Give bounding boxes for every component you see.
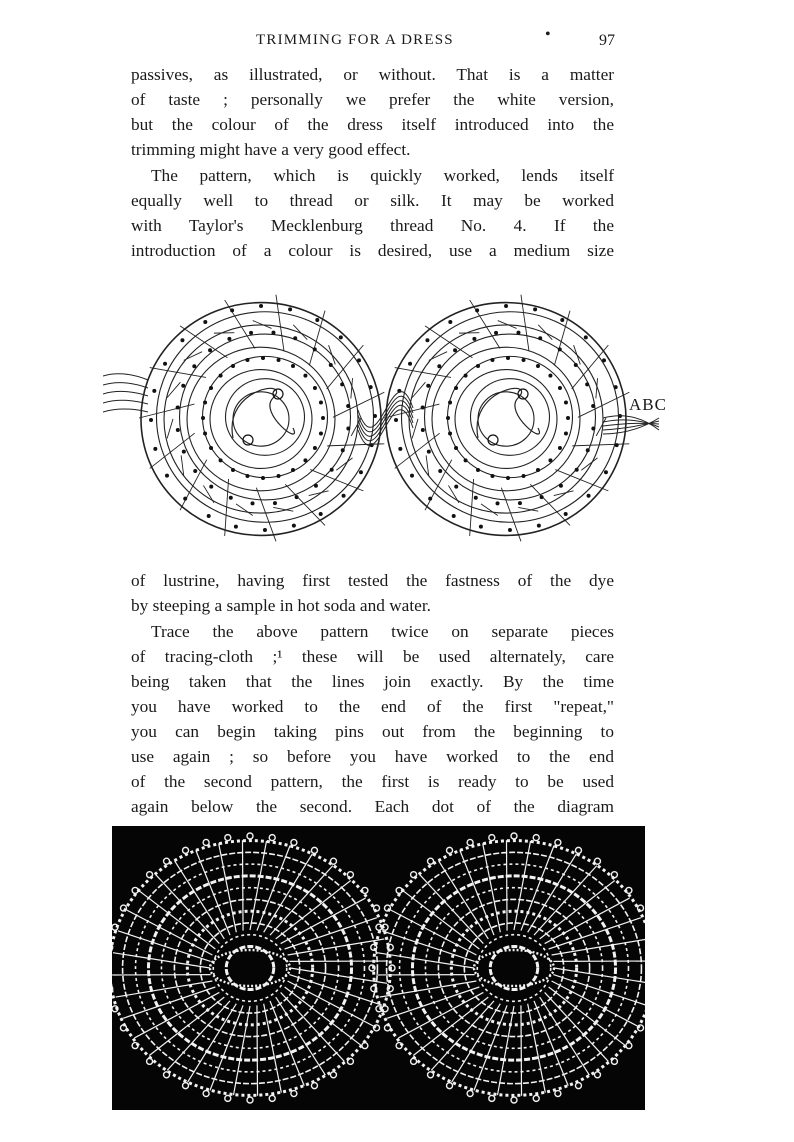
text-line: passives, as illustrated, or without. That is a matter xyxy=(131,65,614,84)
pin-dots xyxy=(394,304,622,532)
paragraph-3 xyxy=(131,568,614,618)
paragraph-1 xyxy=(131,62,614,162)
text-line: of lustrine, having first tested the fastness of the dye xyxy=(131,571,614,590)
lace-photograph xyxy=(112,826,645,1110)
text-line: being taken that the lines join exactly. By the time xyxy=(131,672,614,691)
running-head-dot: • xyxy=(545,26,551,43)
pricking-diagram xyxy=(103,290,681,548)
text-line: of taste ; personally we prefer the white version, xyxy=(131,90,614,109)
text-line: introduction of a colour is desired, use a medium size xyxy=(131,241,614,260)
text-line: equally well to thread or silk. It may be worked xyxy=(131,191,614,210)
text-line: you can begin taking pins out from the beginning to xyxy=(131,722,614,741)
text-line: trimming might have a very good effect. xyxy=(131,140,411,159)
page-number: 97 xyxy=(599,32,615,49)
running-head xyxy=(130,26,615,54)
paragraph-4 xyxy=(131,619,614,819)
text-line: use again ; so before you have worked to the end xyxy=(131,747,614,766)
lace-motif xyxy=(112,833,395,1103)
text-line: you have worked to the end of the first "repeat," xyxy=(131,697,614,716)
lace-motif xyxy=(369,833,645,1103)
text-line: with Taylor's Mecklenburg thread No. 4. If the xyxy=(131,216,614,235)
text-line: Trace the above pattern twice on separate pieces xyxy=(151,622,614,641)
text-line: of the second pattern, the first is ready to be used xyxy=(131,772,614,791)
text-line: The pattern, which is quickly worked, lends itself xyxy=(151,166,614,185)
text-line: of tracing-cloth ;¹ these will be used alternately, care xyxy=(131,647,614,666)
text-line: but the colour of the dress itself introduced into the xyxy=(131,115,614,134)
spiral-motif xyxy=(139,295,384,542)
paragraph-2 xyxy=(131,163,614,263)
running-head-title: TRIMMING FOR A DRESS xyxy=(256,32,454,48)
pin-dots xyxy=(149,304,377,532)
text-line: by steeping a sample in hot soda and water. xyxy=(131,596,431,615)
spiral-motif xyxy=(384,295,629,542)
text-line: again below the second. Each dot of the diagram xyxy=(131,797,614,816)
diagram-label: ABC xyxy=(629,395,667,414)
